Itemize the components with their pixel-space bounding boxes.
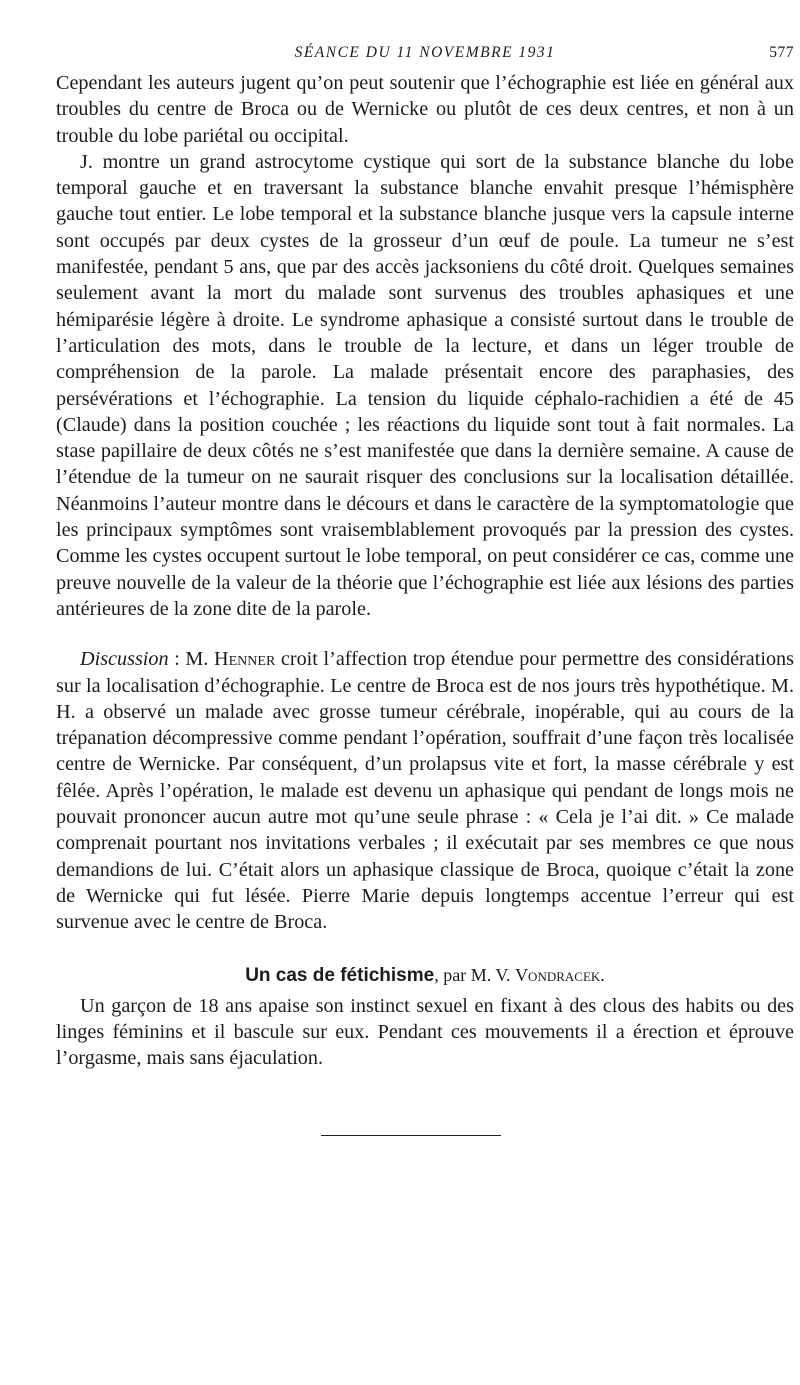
page: [56, 44, 794, 1136]
discussion-sep: : M.: [168, 648, 215, 671]
discussion-text: croit l’affection trop étendue pour permettre des considérations sur la localisation d’échographie. Le centre de Broca est de nos jours très hypothétique. M. H. a observé un malade avec grosse tumeur cérébrale, inopérable, qui au cours de la trépanation décompressive comme pendant l’opération, souffrait d’une façon très localisée centre de Wernicke. Par conséquent, d’un prolapsus vite et fort, la masse cérébrale y est fêlée. Après l’opération, le malade est devenu un aphasique qui pendant de longs mois ne pouvait prononcer aucun autre mot qu’une seule phrase : « Cela je l’ai dit. » Ce malade comprenait pourtant nos invitations verbales ; il exécutait par ses membres ce que nous demandions de lui. C’était alors un aphasique classique de Broca, quoique c’était la zone de Wernicke qui fut lésée. Pierre Marie depuis longtemps accentue l’erreur qui est survenue avec le centre de Broca.: [56, 648, 794, 934]
section-title: Un cas de fétichisme: [245, 964, 435, 986]
discussion-label: Discussion: [80, 648, 169, 671]
section-byline: , par M. V.: [434, 964, 516, 985]
paragraph-case-report: J. montre un grand astrocytome cystique qui sort de la substance blanche du lobe temporal gauche et en traversant la substance blanche envahit presque l’hémisphère gauche tout entier. Le lobe temporal et la substance blanche jusque vers la capsule interne sont occupés par deux cystes de la grosseur d’un œuf de poule. La tumeur ne s’est manifestée, pendant 5 ans, que par des accès jacksoniens du côté droit. Quelques semaines seulement avant la mort du malade sont survenus des troubles aphasiques et une hémiparésie légère à droite. Le syndrome aphasique a consisté surtout dans le trouble de l’articulation des mots, dans le trouble de la lecture, et dans un léger trouble de compréhension de la parole. La malade présentait encore des paraphasies, des persévérations et l’échographie. La tension du liquide céphalo-rachidien a été de 45 (Claude) dans la position couchée ; les réactions du liquide sont tout à fait normales. La stase papillaire de deux côtés ne s’est manifestée que dans la dernière semaine. A cause de l’étendue de la tumeur on ne saurait risquer des conclusions sur la localisation détaillée. Néanmoins l’auteur montre dans le décours et dans le caractère de la symptomatologie que les principaux symptômes sont vraisemblablement provoqués par la pression des cystes. Comme les cystes occupent surtout le lobe temporal, on peut considérer ce cas, comme une preuve nouvelle de la valeur de la théorie que l’échographie est liée aux lésions des parties antérieures de la zone dite de la parole.: [56, 150, 794, 620]
running-head-title: SÉANCE DU 11 NOVEMBRE 1931: [294, 44, 556, 61]
end-divider: [321, 1135, 501, 1136]
section-author: Vondracek: [515, 964, 601, 985]
paragraph-discussion: [56, 646, 794, 935]
running-head: [56, 44, 794, 70]
page-number: 577: [769, 44, 794, 61]
section-byline-end: .: [600, 964, 605, 985]
paragraph-conclusion: Cependant les auteurs jugent qu’on peut soutenir que l’échographie est liée en général aux troubles du centre de Broca ou de Wernicke ou plutôt de ces deux centres, et non à un trouble du lobe pariétal ou occipital.: [56, 72, 794, 147]
paragraph-fetishism: Un garçon de 18 ans apaise son instinct sexuel en fixant à des clous des habits ou des linges féminins et il bascule sur eux. Pendant ces mouvements il a érection et éprouve l’orgasme, mais sans éjaculation.: [56, 994, 794, 1070]
section-heading: [56, 962, 794, 989]
discussion-speaker: Henner: [214, 648, 276, 671]
